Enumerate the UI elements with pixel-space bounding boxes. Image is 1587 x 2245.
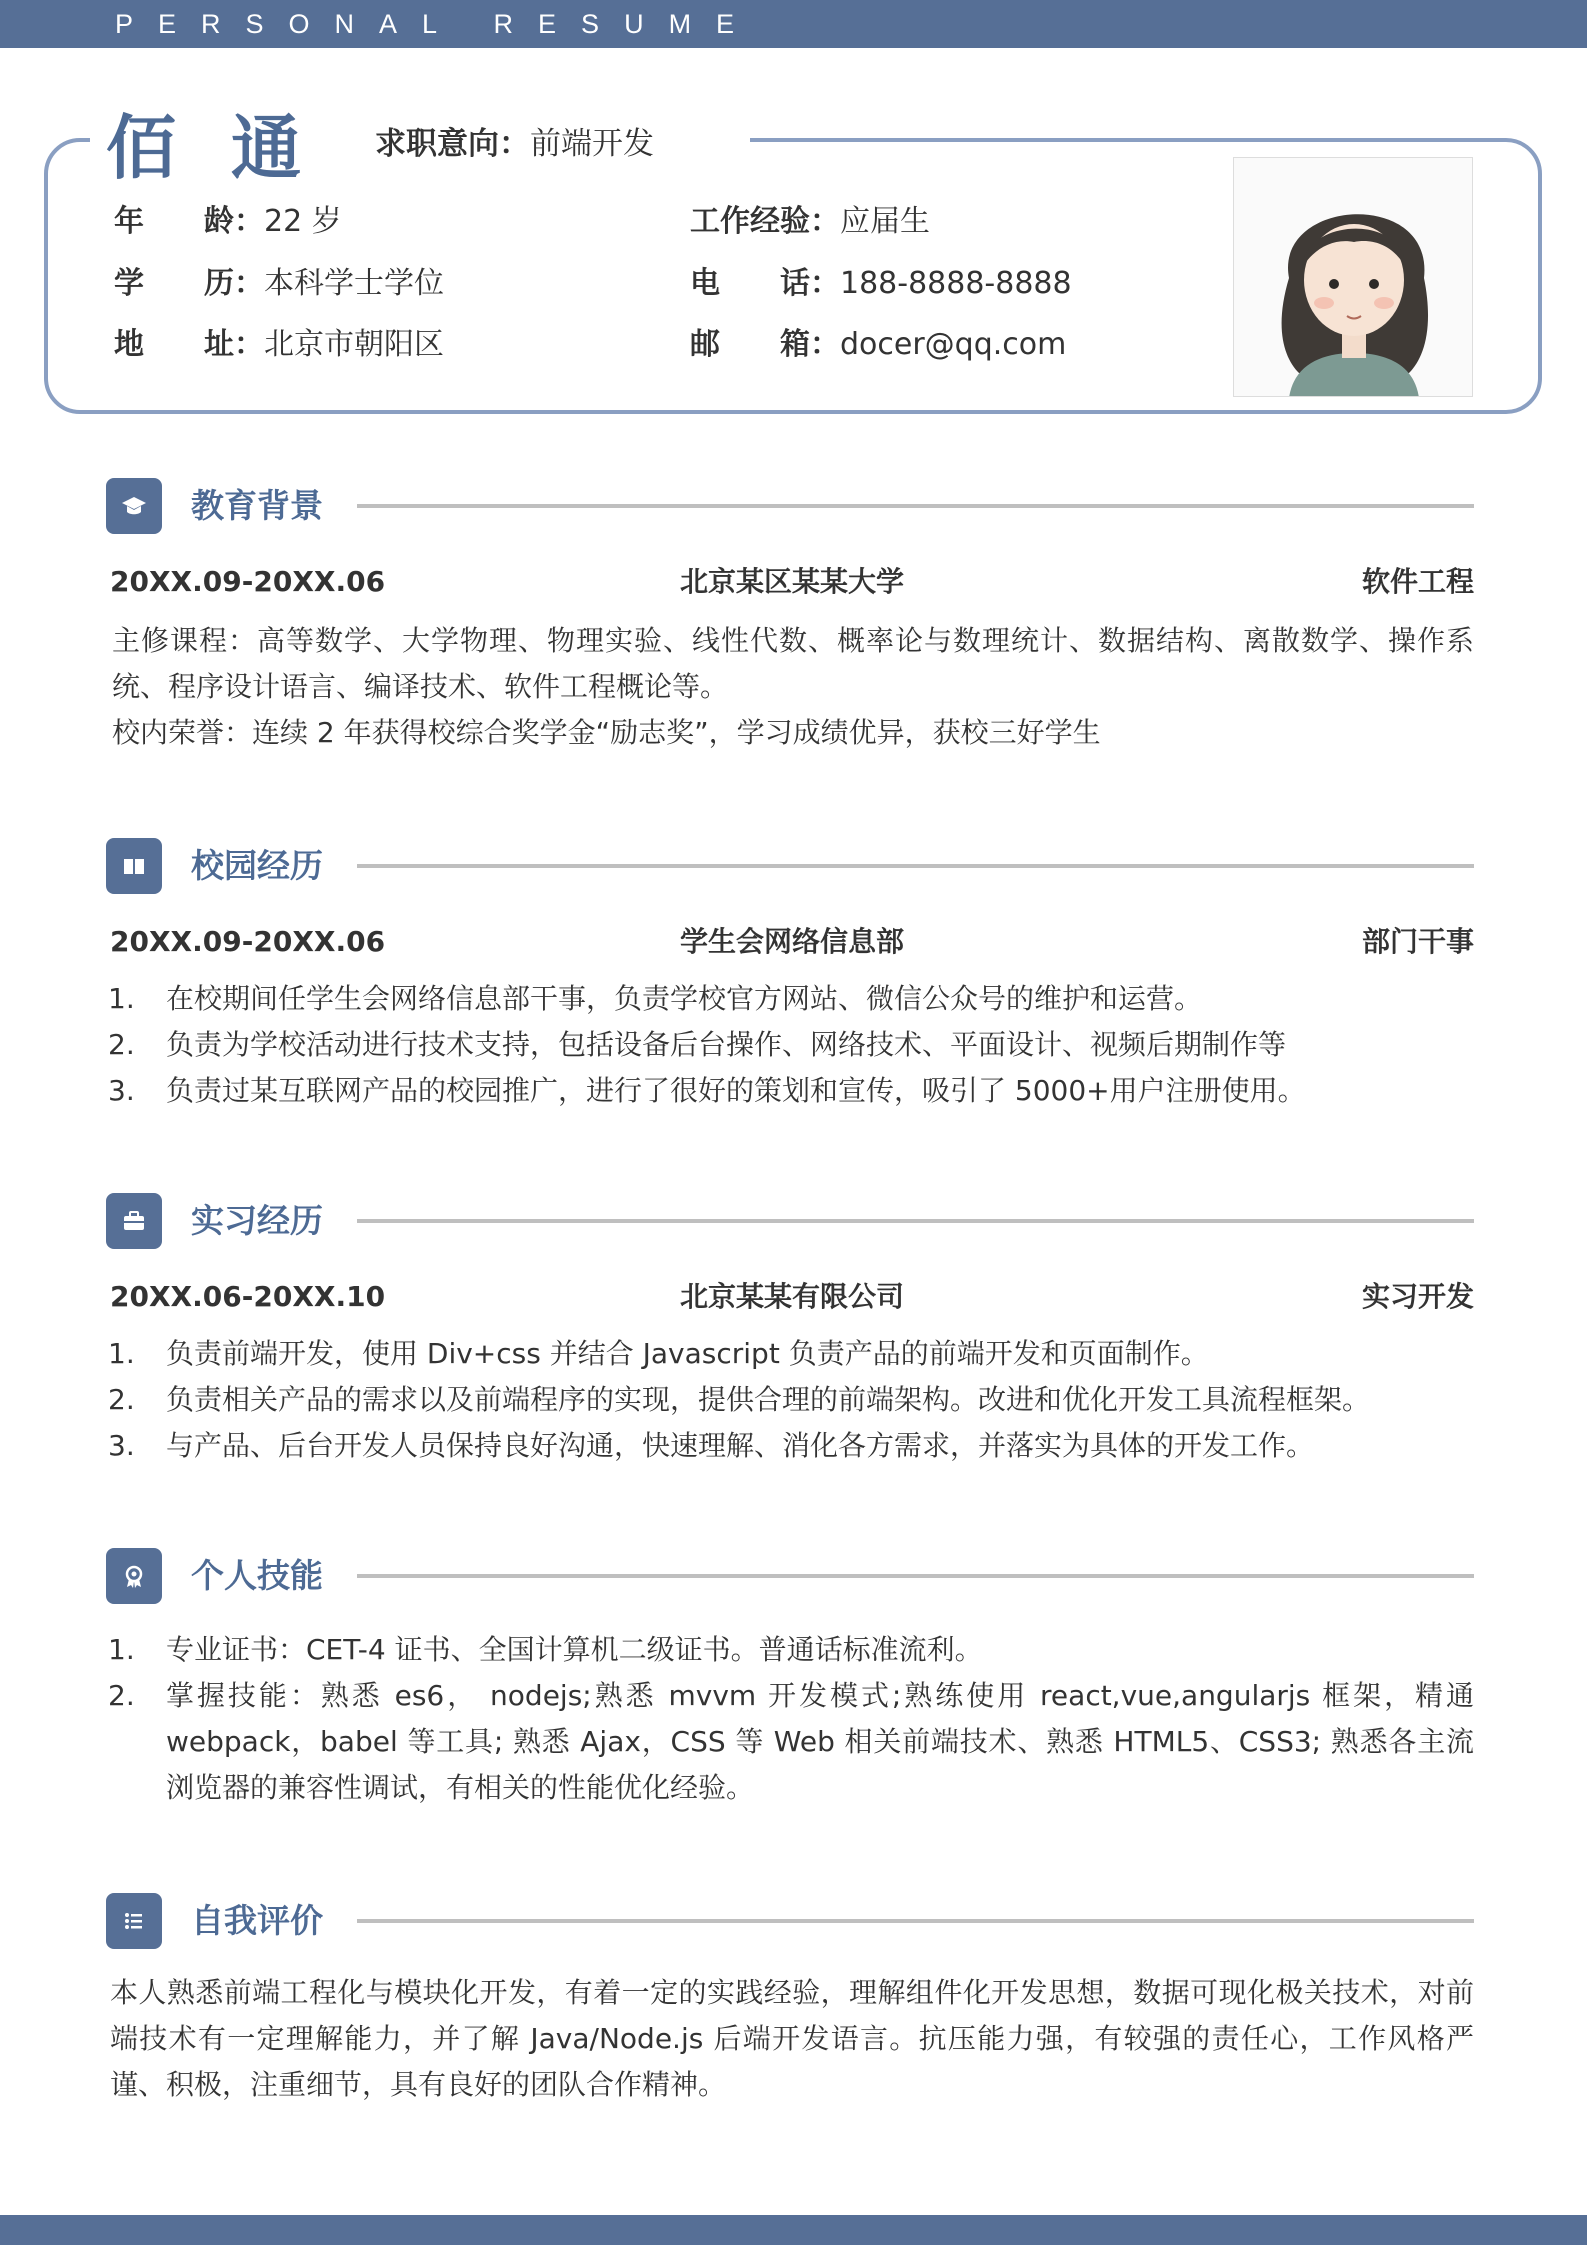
list-icon — [106, 1893, 162, 1949]
info-value: 本科学士学位 — [264, 266, 444, 301]
entry-date: 20XX.09-20XX.06 — [110, 925, 386, 958]
list-text: 负责前端开发，使用 Div+css 并结合 Javascript 负责产品的前端开发和页面制作。 — [166, 1337, 1209, 1370]
info-label: 年 龄： — [114, 204, 264, 239]
info-email — [690, 325, 1066, 365]
info-age — [114, 202, 342, 242]
list-text: 在校期间任学生会网络信息部干事，负责学校官方网站、微信公众号的维护和运营。 — [166, 982, 1203, 1015]
section-title-internship: 实习经历 — [191, 1201, 323, 1240]
list-item — [108, 1423, 1474, 1469]
list-number: 1. — [108, 1633, 135, 1666]
list-number: 2. — [108, 1383, 135, 1416]
list-item — [108, 1377, 1474, 1423]
section-divider — [357, 504, 1474, 508]
info-value: 应届生 — [840, 204, 930, 239]
list-text: 专业证书：CET-4 证书、全国计算机二级证书。普通话标准流利。 — [166, 1633, 983, 1666]
campus-list — [108, 976, 1474, 1114]
job-intent-label: 求职意向： — [375, 126, 530, 162]
info-degree — [114, 264, 444, 304]
banner-text: PERSONAL RESUME — [115, 9, 760, 39]
list-number: 3. — [108, 1074, 135, 1107]
education-courses: 主修课程：高等数学、大学物理、物理实验、线性代数、概率论与数理统计、数据结构、离散数学、操作系统、程序设计语言、编译技术、软件工程概论等。 — [112, 624, 1474, 703]
info-label: 工作经验： — [690, 204, 840, 239]
info-label: 地 址： — [114, 327, 264, 362]
entry-date: 20XX.09-20XX.06 — [110, 565, 386, 598]
list-number: 3. — [108, 1429, 135, 1462]
section-title-self-eval: 自我评价 — [191, 1901, 323, 1940]
info-value: 188-8888-8888 — [840, 266, 1072, 301]
list-number: 1. — [108, 982, 135, 1015]
education-honors: 校内荣誉：连续 2 年获得校综合奖学金“励志奖”，学习成绩优异，获校三好学生 — [112, 716, 1101, 749]
info-experience — [690, 202, 930, 242]
skills-list — [108, 1627, 1474, 1811]
bottom-banner — [0, 2215, 1587, 2245]
section-divider — [357, 1574, 1474, 1578]
candidate-name: 佰通 — [106, 107, 356, 189]
entry-org: 北京某某有限公司 — [679, 1280, 904, 1313]
list-item — [108, 1068, 1474, 1114]
campus-entry-header — [110, 922, 1474, 962]
self-eval-text: 本人熟悉前端工程化与模块化开发，有着一定的实践经验，理解组件化开发思想，数据可现化极关技术，对前端技术有一定理解能力，并了解 Java/Node.js 后端开发语言。抗压能力强，有较强的责任心，工作风格严谨、积极，注重细节，具有良好的团队合作精神。 — [110, 1976, 1474, 2101]
info-label: 邮 箱： — [690, 327, 840, 362]
section-title-campus: 校园经历 — [191, 846, 323, 885]
list-item — [108, 976, 1474, 1022]
info-address — [114, 325, 444, 365]
list-item — [108, 1627, 1474, 1673]
list-text: 负责过某互联网产品的校园推广，进行了很好的策划和宣传，吸引了 5000+用户注册使用。 — [166, 1074, 1306, 1107]
section-title-education: 教育背景 — [191, 486, 323, 525]
briefcase-icon — [106, 1193, 162, 1249]
list-text: 与产品、后台开发人员保持良好沟通，快速理解、消化各方需求，并落实为具体的开发工作。 — [166, 1429, 1315, 1462]
section-divider — [357, 864, 1474, 868]
list-text: 负责为学校活动进行技术支持，包括设备后台操作、网络技术、平面设计、视频后期制作等 — [166, 1028, 1287, 1061]
list-number: 1. — [108, 1337, 135, 1370]
top-banner — [0, 0, 1587, 48]
section-divider — [357, 1219, 1474, 1223]
list-item — [108, 1673, 1474, 1811]
entry-org: 学生会网络信息部 — [679, 925, 904, 958]
info-value: 22 岁 — [264, 204, 342, 239]
job-intent-value: 前端开发 — [530, 126, 654, 162]
info-phone — [690, 264, 1072, 304]
section-divider — [357, 1919, 1474, 1923]
section-title-skills: 个人技能 — [191, 1556, 323, 1595]
education-entry-header — [110, 562, 1474, 602]
info-label: 电 话： — [690, 266, 840, 301]
book-icon — [106, 838, 162, 894]
list-number: 2. — [108, 1028, 135, 1061]
profile-photo — [1233, 157, 1473, 397]
list-text: 负责相关产品的需求以及前端程序的实现，提供合理的前端架构。改进和优化开发工具流程框架。 — [166, 1383, 1371, 1416]
avatar-illustration — [1234, 158, 1473, 397]
list-number: 2. — [108, 1679, 135, 1712]
internship-list — [108, 1331, 1474, 1469]
entry-org: 北京某区某某大学 — [679, 565, 904, 598]
list-item — [108, 1022, 1474, 1068]
internship-entry-header — [110, 1277, 1474, 1317]
graduation-cap-icon — [106, 478, 162, 534]
entry-role: 部门干事 — [1361, 925, 1474, 958]
entry-role: 实习开发 — [1361, 1280, 1474, 1313]
entry-date: 20XX.06-20XX.10 — [110, 1280, 386, 1313]
job-intent — [375, 124, 654, 164]
entry-role: 软件工程 — [1361, 565, 1474, 598]
info-label: 学 历： — [114, 266, 264, 301]
info-value: 北京市朝阳区 — [264, 327, 444, 362]
award-icon — [106, 1548, 162, 1604]
list-text: 掌握技能：熟悉 es6， nodejs;熟悉 mvvm 开发模式;熟练使用 react,vue,angularjs 框架，精通 webpack，babel 等工具; 熟悉 Ajax，CSS 等 Web 相关前端技术、熟悉 HTML5、CSS3; 熟悉各主流浏览器的兼容性调试，有相关的性能优化经验。 — [166, 1679, 1474, 1804]
info-value: docer@qq.com — [840, 327, 1067, 362]
list-item — [108, 1331, 1474, 1377]
